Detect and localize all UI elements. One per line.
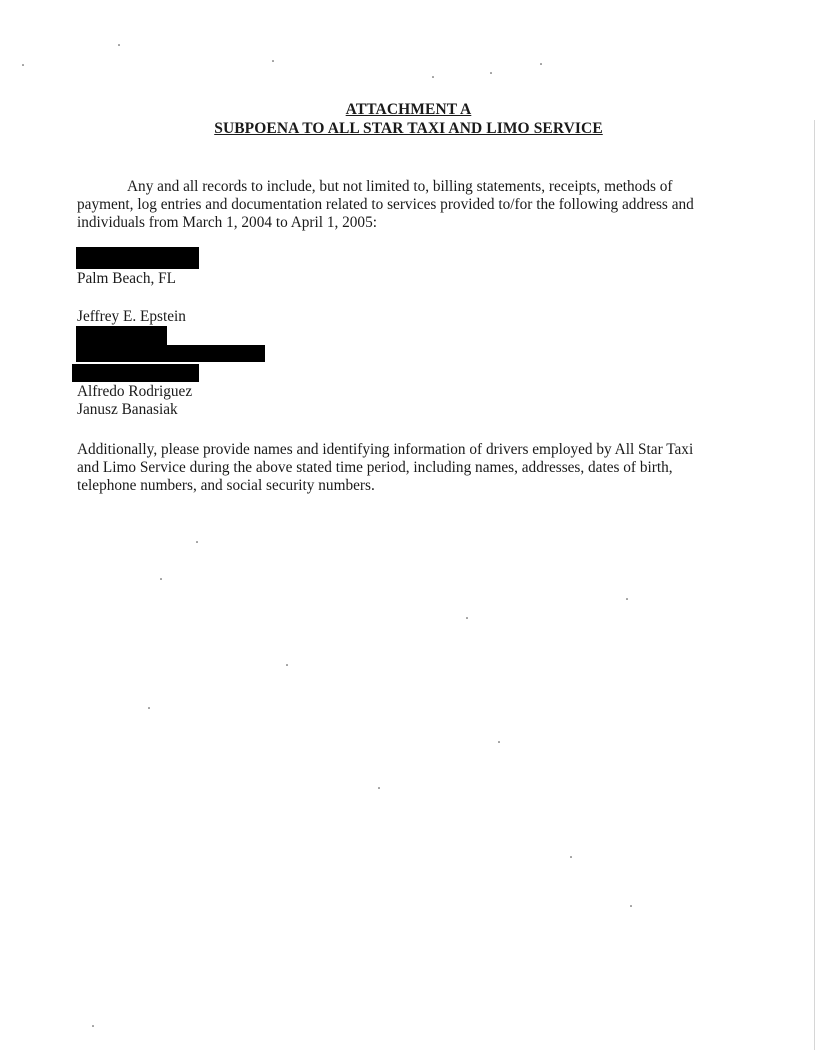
scan-speck [118,44,120,46]
scan-speck [626,598,628,600]
additional-paragraph: Additionally, please provide names and identifying information of drivers employed by All Star Taxi and Limo Service during the above stated time period, including names, addresses, dates of birth, telephone numbers, and social security numbers. [77,441,694,494]
scan-speck [490,72,492,74]
scan-speck [148,707,150,709]
individual-name: Janusz Banasiak [77,401,178,418]
scan-speck [432,76,434,78]
scan-edge-line [814,120,815,1050]
scan-speck [630,905,632,907]
scan-speck [22,64,24,66]
scan-speck [498,741,500,743]
subpoena-subtitle: SUBPOENA TO ALL STAR TAXI AND LIMO SERVICE [214,120,603,137]
scan-speck [286,664,288,666]
scan-speck [92,1025,94,1027]
redaction-bar [76,247,199,269]
scan-speck [160,578,162,580]
address-city: Palm Beach, FL [77,270,176,287]
attachment-title: ATTACHMENT A [345,101,472,118]
scan-speck [540,63,542,65]
intro-paragraph: Any and all records to include, but not limited to, billing statements, receipts, methods of payment, log entries and documentation related to services provided to/for the following address and individuals from March 1, 2004 to April 1, 2005: [77,178,694,231]
redaction-bar [76,345,265,362]
scan-speck [570,856,572,858]
redaction-bar [76,326,167,345]
scan-speck [466,617,468,619]
individual-name: Jeffrey E. Epstein [77,308,186,325]
scan-speck [196,541,198,543]
scan-speck [378,787,380,789]
redaction-bar [72,364,199,382]
scan-speck [272,60,274,62]
individual-name: Alfredo Rodriguez [77,383,193,400]
